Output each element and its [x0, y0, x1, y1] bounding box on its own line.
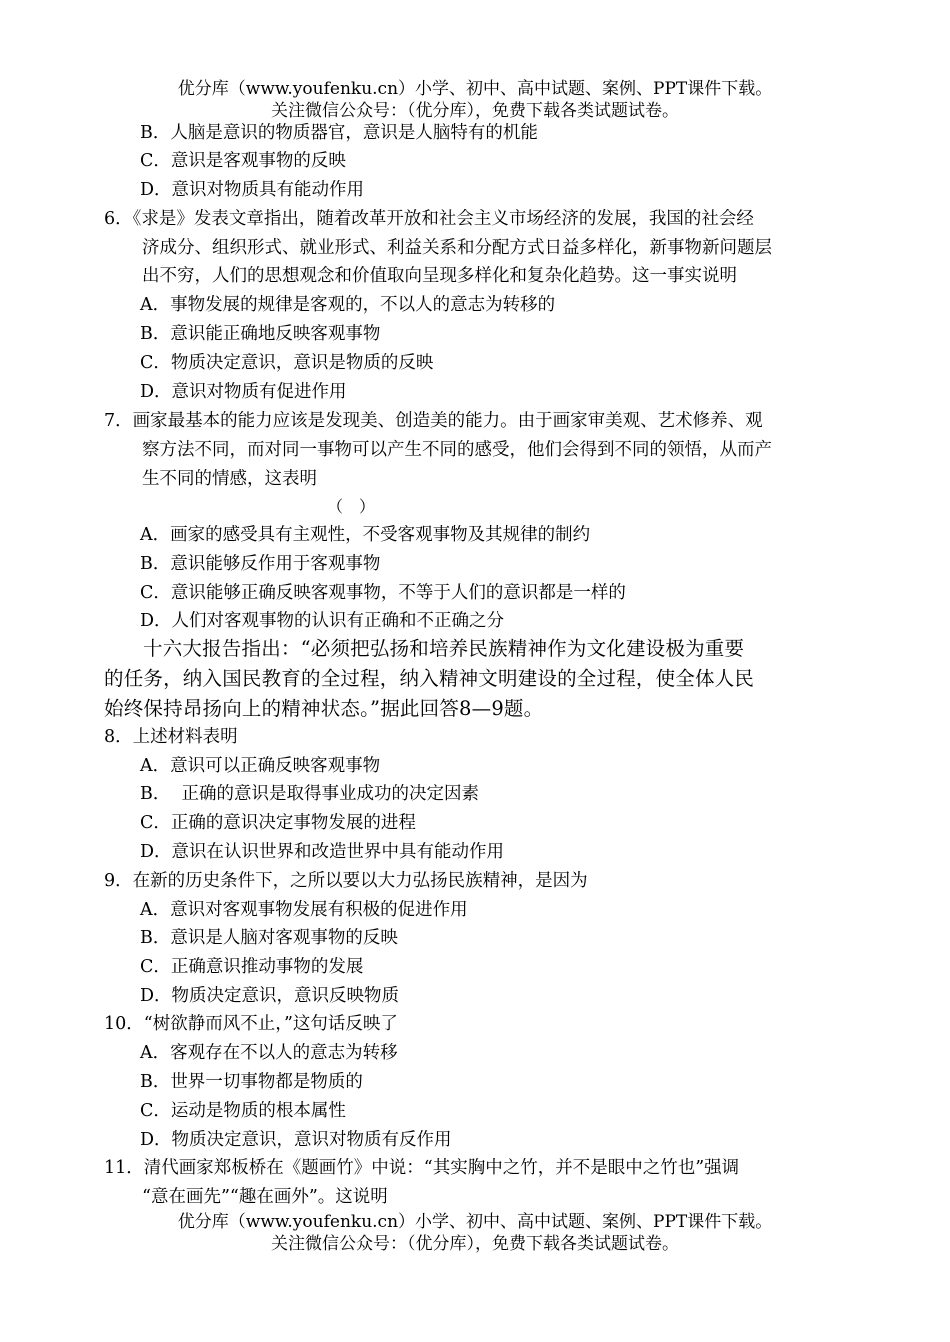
- q10-option-b: B．世界一切事物都是物质的: [140, 1072, 363, 1092]
- q7-option-a: A．画家的感受具有主观性，不受客观事物及其规律的制约: [140, 525, 591, 545]
- q7-stem-line-1: 7．画家最基本的能力应该是发现美、创造美的能力。由于画家审美观、艺术修养、观: [104, 411, 763, 431]
- q7-stem-line-3: 生不同的情感，这表明: [142, 469, 317, 489]
- header-line-2: 关注微信公众号：（优分库），免费下载各类试题试卷。: [271, 101, 679, 121]
- q6-option-d: D．意识对物质有促进作用: [140, 382, 347, 402]
- q10-option-d: D．物质决定意识，意识对物质有反作用: [140, 1130, 452, 1150]
- q7-option-b: B．意识能够反作用于客观事物: [140, 554, 381, 574]
- header-line-1: 优分库（www.youfenku.cn）小学、初中、高中试题、案例、PPT课件下载。: [177, 79, 773, 99]
- footer-line-2: 关注微信公众号：（优分库），免费下载各类试题试卷。: [271, 1234, 679, 1254]
- q9-stem: 9．在新的历史条件下，之所以要以大力弘扬民族精神，是因为: [104, 871, 588, 891]
- q10-option-c: C．运动是物质的根本属性: [140, 1101, 346, 1121]
- q9-option-d: D．物质决定意识，意识反映物质: [140, 986, 400, 1006]
- q7-option-d: D．人们对客观事物的认识有正确和不正确之分: [140, 611, 505, 631]
- q8-option-c: C．正确的意识决定事物发展的进程: [140, 813, 416, 833]
- material-line-3: 始终保持昂扬向上的精神状态。”据此回答8—9题。: [104, 697, 544, 720]
- q6-stem-line-2: 济成分、组织形式、就业形式、利益关系和分配方式日益多样化，新事物新问题层: [142, 238, 772, 258]
- q7-stem-line-2: 察方法不同，而对同一事物可以产生不同的感受，他们会得到不同的领悟，从而产: [142, 440, 772, 460]
- q10-stem: 10．“树欲静而风不止，”这句话反映了: [104, 1014, 398, 1034]
- q8-stem: 8．上述材料表明: [104, 727, 238, 747]
- q7-option-c: C．意识能够正确反映客观事物，不等于人们的意识都是一样的: [140, 583, 626, 603]
- q9-option-b: B．意识是人脑对客观事物的反映: [140, 928, 398, 948]
- q5-option-d: D．意识对物质具有能动作用: [140, 180, 365, 200]
- material-line-2: 的任务，纳入国民教育的全过程，纳入精神文明建设的全过程，使全体人民: [104, 667, 755, 690]
- q8-option-b: B． 正确的意识是取得事业成功的决定因素: [140, 784, 479, 804]
- footer-line-1: 优分库（www.youfenku.cn）小学、初中、高中试题、案例、PPT课件下载。: [177, 1212, 773, 1232]
- q6-option-c: C．物质决定意识，意识是物质的反映: [140, 353, 434, 373]
- q11-stem-line-2: “意在画先”“趣在画外”。这说明: [142, 1187, 388, 1207]
- q6-stem-line-3: 出不穷，人们的思想观念和价值取向呈现多样化和复杂化趋势。这一事实说明: [142, 266, 737, 286]
- q11-stem-line-1: 11．清代画家郑板桥在《题画竹》中说：“其实胸中之竹，并不是眼中之竹也”强调: [104, 1158, 740, 1178]
- material-line-1: 十六大报告指出：“必须把弘扬和培养民族精神作为文化建设极为重要: [143, 637, 745, 660]
- q5-option-b: B．人脑是意识的物质器官，意识是人脑特有的机能: [140, 123, 538, 143]
- q8-option-a: A．意识可以正确反映客观事物: [140, 756, 381, 776]
- q7-answer-blank: （ ）: [327, 497, 376, 516]
- q6-option-a: A．事物发展的规律是客观的，不以人的意志为转移的: [140, 295, 556, 315]
- q9-option-a: A．意识对客观事物发展有积极的促进作用: [140, 900, 468, 920]
- q6-option-b: B．意识能正确地反映客观事物: [140, 324, 381, 344]
- q6-stem-line-1: 6．《求是》发表文章指出，随着改革开放和社会主义市场经济的发展，我国的社会经: [104, 209, 754, 229]
- q9-option-c: C．正确意识推动事物的发展: [140, 957, 364, 977]
- q10-option-a: A．客观存在不以人的意志为转移: [140, 1043, 398, 1063]
- q5-option-c: C．意识是客观事物的反映: [140, 151, 346, 171]
- q8-option-d: D．意识在认识世界和改造世界中具有能动作用: [140, 842, 505, 862]
